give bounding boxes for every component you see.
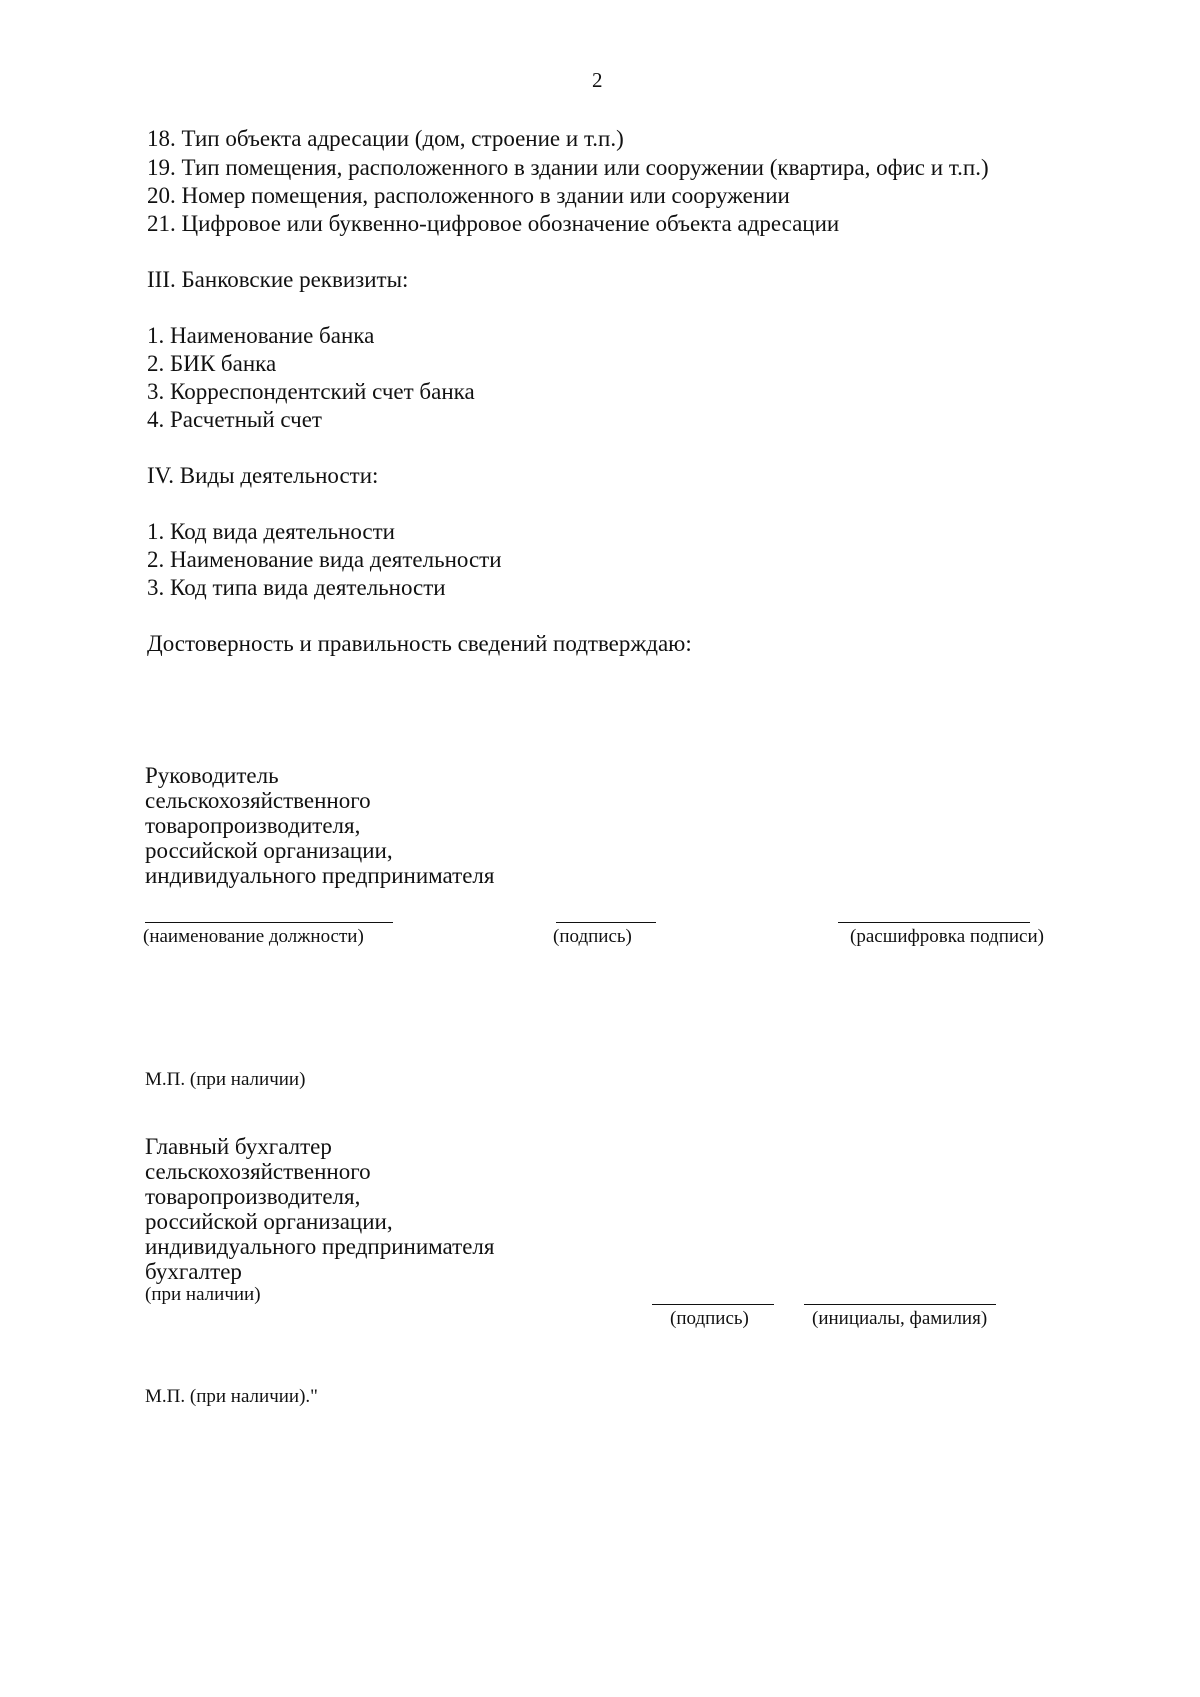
address-item-21: 21. Цифровое или буквенно-цифровое обозначение объекта адресации [147, 211, 840, 236]
bank-item: 3. Корреспондентский счет банка [147, 379, 475, 404]
accountant-title-line: бухгалтер [145, 1259, 242, 1284]
confirmation-text: Достоверность и правильность сведений подтверждаю: [147, 631, 692, 656]
head-title-line: индивидуального предпринимателя [145, 863, 495, 888]
activity-item: 2. Наименование вида деятельности [147, 547, 502, 572]
position-signature-line [145, 922, 393, 923]
accountant-title-block [145, 1134, 494, 1284]
accountant-title-line: товаропроизводителя, [145, 1184, 361, 1209]
bank-item: 4. Расчетный счет [147, 407, 322, 432]
stamp-note: М.П. (при наличии)." [145, 1386, 318, 1407]
accountant-title-line: индивидуального предпринимателя [145, 1234, 495, 1259]
accountant-title-line: Главный бухгалтер [145, 1134, 332, 1159]
bank-section-heading: III. Банковские реквизиты: [147, 267, 409, 292]
address-item-19: 19. Тип помещения, расположенного в здании или сооружении (квартира, офис и т.п.) [147, 155, 989, 180]
activity-item: 3. Код типа вида деятельности [147, 575, 446, 600]
accountant-signature-label: (подпись) [670, 1308, 749, 1329]
head-title-line: сельскохозяйственного [145, 788, 371, 813]
accountant-initials-label: (инициалы, фамилия) [812, 1308, 988, 1329]
activity-item: 1. Код вида деятельности [147, 519, 395, 544]
signature-label: (подпись) [553, 926, 632, 947]
accountant-title-line: российской организации, [145, 1209, 393, 1234]
head-title-line: российской организации, [145, 838, 393, 863]
stamp-note: М.П. (при наличии) [145, 1069, 306, 1090]
accountant-signature-line [652, 1304, 774, 1305]
decoding-label: (расшифровка подписи) [850, 926, 1044, 947]
bank-item: 1. Наименование банка [147, 323, 375, 348]
page-number: 2 [592, 68, 603, 92]
head-title-line: Руководитель [145, 763, 279, 788]
head-signature-line [556, 922, 656, 923]
address-item-18: 18. Тип объекта адресации (дом, строение и т.п.) [147, 126, 624, 151]
accountant-note: (при наличии) [145, 1284, 261, 1305]
address-item-20: 20. Номер помещения, расположенного в здании или сооружении [147, 183, 790, 208]
accountant-title-line: сельскохозяйственного [145, 1159, 371, 1184]
head-title-block [145, 763, 494, 888]
position-label: (наименование должности) [143, 926, 364, 947]
activity-section-heading: IV. Виды деятельности: [147, 463, 379, 488]
accountant-initials-line [804, 1304, 996, 1305]
bank-item: 2. БИК банка [147, 351, 277, 376]
decoding-signature-line [838, 922, 1030, 923]
head-title-line: товаропроизводителя, [145, 813, 361, 838]
